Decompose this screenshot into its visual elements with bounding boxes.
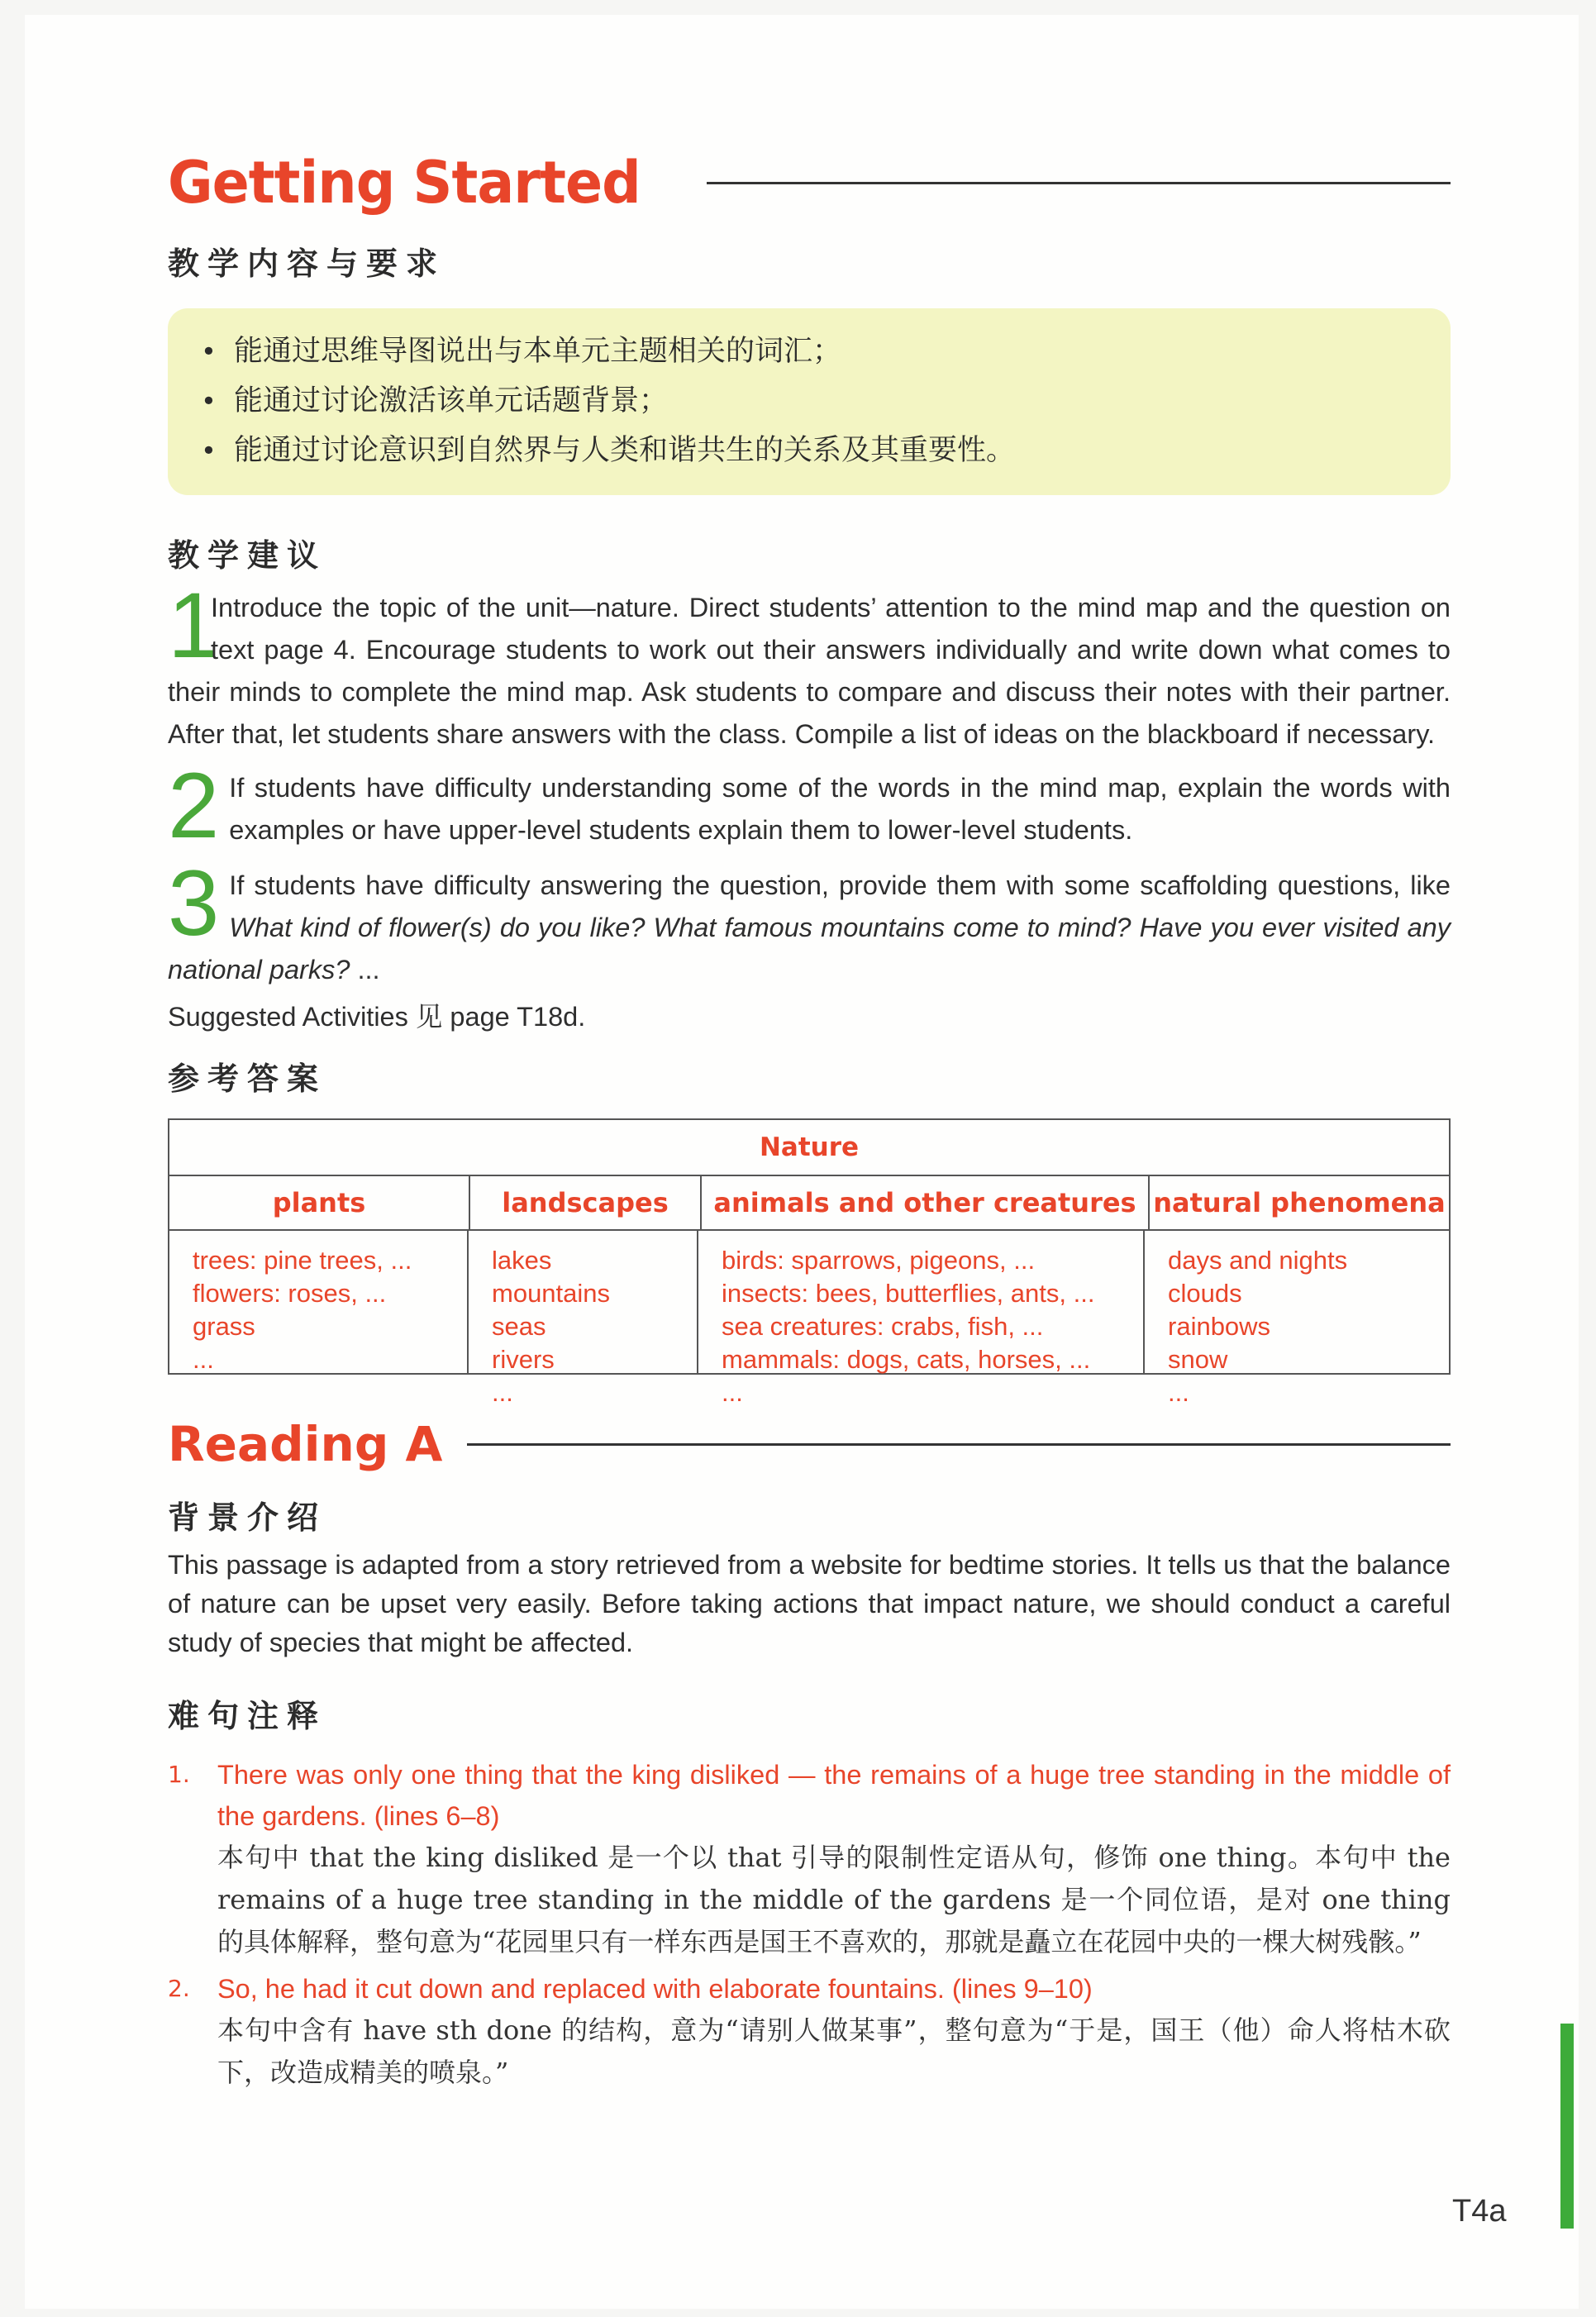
- cell-line: lakes: [492, 1246, 552, 1275]
- column-header: landscapes: [470, 1176, 702, 1231]
- column-header: plants: [169, 1176, 470, 1231]
- note-item: [168, 1968, 1451, 2094]
- cell-line: rivers: [492, 1345, 555, 1374]
- note-number: 1.: [168, 1761, 190, 1788]
- step-text-end: ...: [350, 955, 380, 984]
- step-example-questions: What kind of flower(s) do you like? What famous mountains come to mind? Have you ever visited any national parks?: [168, 913, 1451, 984]
- note-sentence: So, he had it cut down and replaced with elaborate fountains. (lines 9–10): [217, 1974, 1093, 2004]
- page-number: T4a: [1452, 2194, 1507, 2229]
- cell-line: snow: [1168, 1345, 1228, 1374]
- cell-line: ...: [1168, 1378, 1189, 1407]
- cell-line: clouds: [1168, 1279, 1242, 1308]
- table-cell-plants: [169, 1231, 469, 1373]
- table-header-nature: Nature: [169, 1120, 1449, 1176]
- cell-line: mammals: dogs, cats, horses, ...: [722, 1345, 1091, 1374]
- step-number: 2: [168, 754, 220, 857]
- getting-started-header: [168, 149, 1451, 217]
- table-cell-phenomena: [1145, 1231, 1449, 1407]
- cell-line: trees: pine trees, ...: [193, 1246, 412, 1275]
- step-2: [168, 754, 1451, 857]
- goals-box: [168, 308, 1451, 495]
- step-text: If students have difficulty answering the question, provide them with some scaffolding questions, like: [229, 870, 1451, 900]
- cell-line: sea creatures: crabs, fish, ...: [722, 1312, 1044, 1341]
- step-1: [168, 574, 1451, 756]
- note-explanation: 本句中含有 have sth done 的结构，意为“请别人做某事”，整句意为“于是，国王（他）命人将枯木砍下，改造成精美的喷泉。”: [217, 2014, 1451, 2088]
- background-heading: 背景介绍: [168, 1499, 327, 1536]
- answers-heading: 参考答案: [168, 1061, 327, 1097]
- note-number: 2.: [168, 1975, 190, 2002]
- cell-line: ...: [722, 1378, 743, 1407]
- column-header: natural phenomena: [1150, 1176, 1449, 1231]
- column-header: animals and other creatures: [702, 1176, 1150, 1231]
- table-cell-animals: [698, 1231, 1145, 1407]
- notes-list: [168, 1754, 1451, 2094]
- step-number: 1: [168, 574, 220, 677]
- goal-item: • 能通过思维导图说出与本单元主题相关的词汇；: [201, 327, 1426, 376]
- step-number: 3: [168, 851, 220, 955]
- cell-line: flowers: roses, ...: [193, 1279, 387, 1308]
- cell-line: mountains: [492, 1279, 611, 1308]
- note-explanation: 本句中 that the king disliked 是一个以 that 引导的限制性定语从句，修饰 one thing。本句中 the remains of a huge tree standing in the middle of the gardens 是一个同位语，是对 one thing 的具体解释，整句意为“花园里只有一样东西是国王不喜欢的，那就是矗立在花园中央的一棵大树残骸。”: [217, 1842, 1451, 1957]
- side-tab-marker: [1560, 2024, 1574, 2229]
- goal-item: • 能通过讨论意识到自然界与人类和谐共生的关系及其重要性。: [201, 426, 1426, 475]
- notes-heading: 难句注释: [168, 1698, 327, 1734]
- step-text: Introduce the topic of the unit—nature. Direct students’ attention to the mind map and the question on text page 4. Encourage students to work out their answers individually and write down what comes to their minds to complete the mind map. Ask students to compare and discuss their notes with their partner. After that, let students share answers with the class. Compile a list of ideas on the blackboard if necessary.: [168, 593, 1451, 749]
- section-title-getting-started: Getting Started: [168, 149, 641, 217]
- cell-line: seas: [492, 1312, 546, 1341]
- note-item: [168, 1754, 1451, 1963]
- cell-line: insects: bees, butterflies, ants, ...: [722, 1279, 1095, 1308]
- step-3: [168, 851, 1451, 991]
- suggestions-heading: 教学建议: [168, 537, 327, 574]
- table-body-row: [169, 1231, 1449, 1407]
- table-cell-landscapes: [469, 1231, 698, 1407]
- title-rule: [467, 1443, 1451, 1446]
- table-category-row: [169, 1176, 1449, 1231]
- step-text: If students have difficulty understanding some of the words in the mind map, explain the words with examples or have upper-level students explain them to lower-level students.: [229, 773, 1451, 845]
- content: [168, 149, 1451, 2099]
- cell-line: rainbows: [1168, 1312, 1271, 1341]
- cell-line: grass: [193, 1312, 255, 1341]
- reading-a-header: [168, 1416, 1451, 1472]
- title-rule: [707, 182, 1451, 184]
- cell-line: days and nights: [1168, 1246, 1348, 1275]
- cell-line: ...: [193, 1345, 214, 1374]
- answers-table: [168, 1118, 1451, 1407]
- goal-item: • 能通过讨论激活该单元话题背景；: [201, 376, 1426, 426]
- teaching-requirements-heading: 教学内容与要求: [168, 246, 446, 282]
- background-text: This passage is adapted from a story retrieved from a website for bedtime stories. It tells us that the balance of nature can be upset very easily. Before taking actions that impact nature, we should conduct a careful study of species that might be affected.: [168, 1550, 1451, 1657]
- suggested-activities: Suggested Activities 见 page T18d.: [168, 1002, 586, 1032]
- section-title-reading-a: Reading A: [168, 1416, 443, 1472]
- cell-line: birds: sparrows, pigeons, ...: [722, 1246, 1036, 1275]
- cell-line: ...: [492, 1378, 513, 1407]
- note-sentence: There was only one thing that the king disliked — the remains of a huge tree standing in the middle of the gardens. (lines 6–8): [217, 1760, 1451, 1831]
